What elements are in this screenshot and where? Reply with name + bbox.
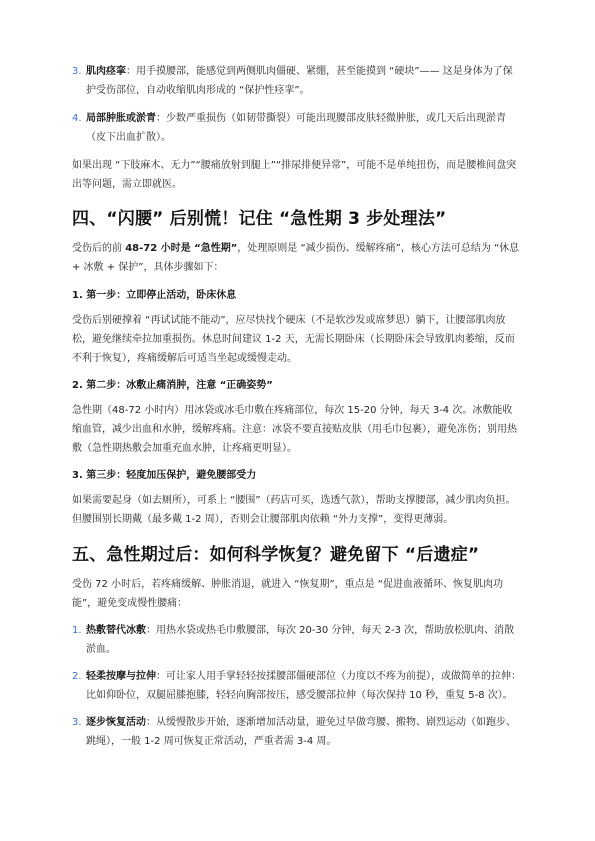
list-item-term: 逐步恢复活动	[86, 717, 146, 728]
list-item-activity	[72, 713, 522, 751]
list-item-massage	[72, 667, 522, 705]
list-number: 3.	[72, 717, 82, 728]
intro-text: ，处理原则是 “减少损伤、缓解疼痛”，核心方法可总结为 “休息 + 冰敷 + 保护”，具体步骤如下：	[72, 243, 520, 273]
list-item-text: ：从缓慢散步开始，逐渐增加活动量，避免过早做弯腰、搬物、剧烈运动（如跑步、跳绳），一般 1-2 周可恢复正常活动，严重者需 3-4 周。	[86, 717, 516, 747]
section-4-heading: 四、“闪腰” 后别慌！记住 “急性期 3 步处理法”	[72, 209, 447, 229]
section-5-heading: 五、急性期过后：如何科学恢复？避免留下 “后遗症”	[72, 545, 480, 565]
list-item-text: ：用热水袋或热毛巾敷腰部，每次 20-30 分钟，每天 2-3 次，帮助放松肌肉、消散淤血。	[86, 625, 515, 655]
list-item-text: ：可让家人用手掌轻轻按揉腰部僵硬部位（力度以不疼为前提），或做简单的拉伸：比如仰卧位，双腿屈膝抱膝，轻轻向胸部按压，感受腰部拉伸（每次保持 10 秒，重复 5-8 次）。	[86, 671, 521, 701]
step-1-description: 受伤后别硬撑着 “再试试能不能动”，应尽快找个硬床（不是软沙发或席梦思）躺下，让腰部肌肉放松，避免继续牵拉加重损伤。休息时间建议 1-2 天，无需长期卧床（长期卧床会导致肌肉萎缩，反而不利于恢复），疼痛缓解后可适当坐起或缓慢走动。	[72, 315, 515, 364]
list-number: 1.	[72, 625, 82, 636]
list-item-text: ：用手摸腰部，能感觉到两侧肌肉僵硬、紧绷，甚至能摸到 “硬块”—— 这是身体为了保护受伤部位，自动收缩肌肉形成的 “保护性痉挛”。	[86, 66, 513, 96]
list-item-term: 肌肉痉挛	[86, 66, 126, 77]
list-item-term: 热敷替代冰敷	[86, 625, 146, 636]
list-item-text: ：少数严重损伤（如韧带撕裂）可能出现腰部皮肤轻微肿胀，或几天后出现淤青（皮下出血扩散）。	[86, 113, 506, 143]
step-2-description: 急性期（48-72 小时内）用冰袋或冰毛巾敷在疼痛部位，每次 15-20 分钟，每天 3-4 次。冰敷能收缩血管，减少出血和水肿，缓解疼痛。注意：冰袋不要直接贴皮肤（用毛巾包裹），避免冻伤；别用热敷（急性期热敷会加重充血水肿，让疼痛更明显）。	[72, 405, 517, 454]
step-2-label: 2. 第二步：冰敷止痛消肿，注意 “正确姿势”	[72, 380, 273, 391]
list-item-muscle-spasm	[72, 62, 522, 100]
section-5-intro: 受伤 72 小时后，若疼痛缓解、肿胀消退，就进入 “恢复期”，重点是 “促进血液循环、恢复肌肉功能”，避免变成慢性腰痛：	[72, 579, 503, 609]
list-item-term: 局部肿胀或淤青	[86, 113, 156, 124]
step-1-label: 1. 第一步：立即停止活动，卧床休息	[72, 290, 237, 301]
step-3-label: 3. 第三步：轻度加压保护，避免腰部受力	[72, 470, 257, 481]
step-3-description: 如果需要起身（如去厕所），可系上 “腰围”（药店可买，选透气款），帮助支撑腰部，减少肌肉负担。但腰围别长期戴（最多戴 1-2 周），否则会让腰部肌肉依赖 “外力支撑”，变得更薄弱。	[72, 495, 516, 525]
intro-text: 受伤后的前	[72, 243, 126, 254]
list-item-term: 轻柔按摩与拉伸	[86, 671, 156, 682]
document-page	[72, 62, 522, 751]
list-item-swelling	[72, 109, 522, 147]
list-number: 2.	[72, 671, 82, 682]
list-number: 3.	[72, 66, 82, 77]
list-item-heat	[72, 621, 522, 659]
symptom-list-continued	[72, 62, 522, 147]
list-number: 4.	[72, 113, 82, 124]
warning-paragraph: 如果出现 “下肢麻木、无力”“腰痛放射到腿上”“排尿排便异常”，可能不是单纯扭伤，而是腰椎间盘突出等问题，需立即就医。	[72, 160, 517, 190]
intro-emphasis: 48-72 小时是 “急性期”	[125, 243, 238, 254]
section-4-intro	[72, 239, 522, 277]
